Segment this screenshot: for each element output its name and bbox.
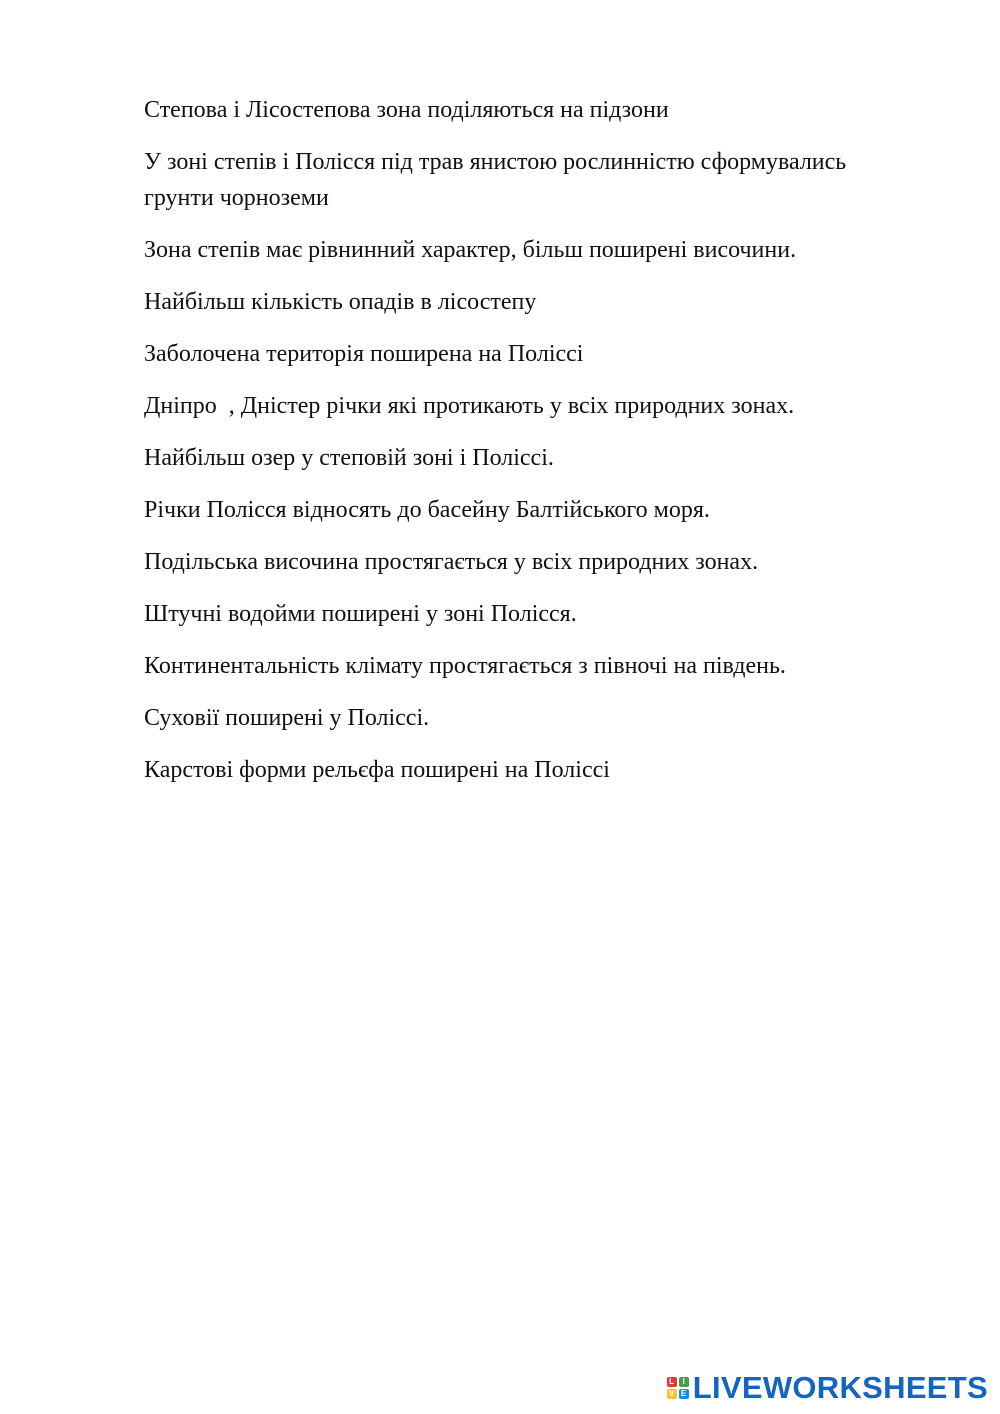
statement-11: Континентальність клімату простягається з півночі на південь. [144, 653, 786, 679]
statement-12: Суховії поширені у Поліссі. [144, 705, 430, 731]
logo-mark-tile: L [667, 1377, 677, 1387]
statement-9: Подільська височина простягається у всіх природних зонах. [144, 549, 759, 575]
logo-text: LIVEWORKSHEETS [692, 1370, 988, 1405]
statement-1: Степова і Лісостепова зона поділяються на підзони [144, 97, 669, 123]
statement-7: Найбільш озер у степовій зоні і Поліссі. [144, 445, 554, 471]
logo-mark-tile: V [667, 1389, 677, 1399]
logo-mark-tile: E [679, 1389, 689, 1399]
logo-mark-icon [667, 1377, 689, 1399]
statement-8: Річки Полісся відносять до басейну Балтійського моря. [144, 497, 710, 523]
statement-10: Штучні водойми поширені у зоні Полісся. [144, 601, 577, 627]
statement-4: Найбільш кількість опадів в лісостепу [144, 289, 537, 315]
statement-6: Дніпро , Дністер річки які протикають у всіх природних зонах. [144, 393, 795, 419]
logo-mark-tile: I [679, 1377, 689, 1387]
worksheet-statements [144, 92, 904, 804]
statement-5: Заболочена територія поширена на Поліссі [144, 341, 584, 367]
statement-3: Зона степів має рівнинний характер, більш поширені височини. [144, 237, 797, 263]
statement-13: Карстові форми рельєфа поширені на Поліссі [144, 757, 610, 783]
liveworksheets-logo [667, 1370, 988, 1406]
statement-2: У зоні степів і Полісся під трав янистою рослинністю сформувались грунти чорноземи [144, 149, 853, 211]
